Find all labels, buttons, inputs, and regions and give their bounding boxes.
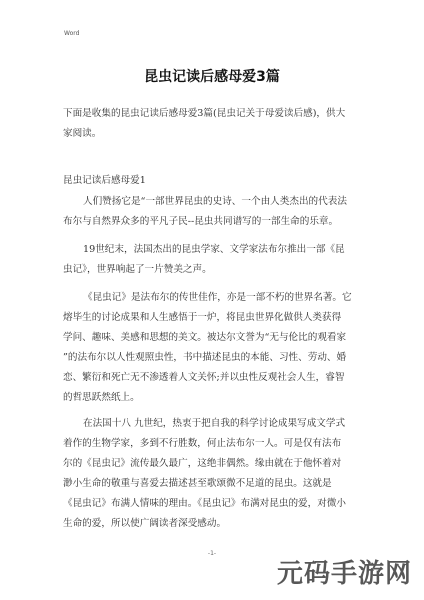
paragraph-2-first: 19世纪末，法国杰出的昆虫学家、文学家法布尔推出一部《昆 xyxy=(83,244,345,255)
paragraph-3-rest xyxy=(63,308,346,408)
paragraph-4-rest xyxy=(63,434,346,534)
site-watermark: 元码手游网 xyxy=(276,559,412,589)
paragraph-1-rest: 布尔与自然界众多的平凡子民--昆虫共同谱写的一部生命的乐章。 xyxy=(63,216,339,227)
paragraph-line: 生命的爱，所以使广阔读者深受感动。 xyxy=(63,518,227,529)
document-title: 昆虫记读后感母爱3篇 xyxy=(144,69,280,85)
paragraph-line: 《昆虫记》布满人情味的理由。《昆虫记》布满对昆虫的爱，对微小 xyxy=(63,498,347,509)
paragraph-2-rest: 虫记》，世界响起了一片赞美之声。 xyxy=(63,264,212,275)
paragraph-line: 熔毕生的讨论成果和人生感悟于一炉，将昆虫世界化做供人类获得 xyxy=(63,312,342,323)
paragraph-line: 学问、趣味、美感和思想的美文。被达尔文誉为“无与伦比的观看家 xyxy=(63,332,347,343)
paragraph-line: 着作的生物学家，多到不行胜数，何止法布尔一人。可是仅有法布 xyxy=(63,438,342,449)
paragraph-1-first: 人们赞扬它是“一部世界昆虫的史诗、一个由人类杰出的代表法 xyxy=(83,196,347,207)
intro-line: 下面是收集的昆虫记读后感母爱3篇(昆虫记关于母爱读后感)，供大 xyxy=(63,108,346,119)
paragraph-line: ”的法布尔以人性观照虫性，书中描述昆虫的本能、习性、劳动、婚 xyxy=(63,352,347,363)
page-number: -1- xyxy=(207,550,217,557)
paragraph-line: 渺小生命的敬重与喜爱去描述甚至歌颂微不足道的昆虫。这就是 xyxy=(63,478,332,489)
paragraph-line: 恋、繁衍和死亡无不渗透着人文关怀;并以虫性反观社会人生，睿智 xyxy=(63,372,345,383)
paragraph-line: 尔的《昆虫记》流传最久最广，这绝非偶然。缘由就在于他怀着对 xyxy=(63,458,342,469)
intro-line: 家阅读。 xyxy=(63,128,102,139)
paragraph-3-first: 《昆虫记》是法布尔的传世佳作，亦是一部不朽的世界名著。它 xyxy=(83,292,352,303)
paragraph-line: 的哲思跃然纸上。 xyxy=(63,392,140,403)
intro-paragraph xyxy=(63,104,345,144)
paragraph-4-first: 在法国十八 九世纪，热衷于把自我的科学讨论成果写成文学式 xyxy=(83,418,346,429)
section-heading: 昆虫记读后感母爱1 xyxy=(63,175,146,186)
app-label: Word xyxy=(64,30,80,37)
